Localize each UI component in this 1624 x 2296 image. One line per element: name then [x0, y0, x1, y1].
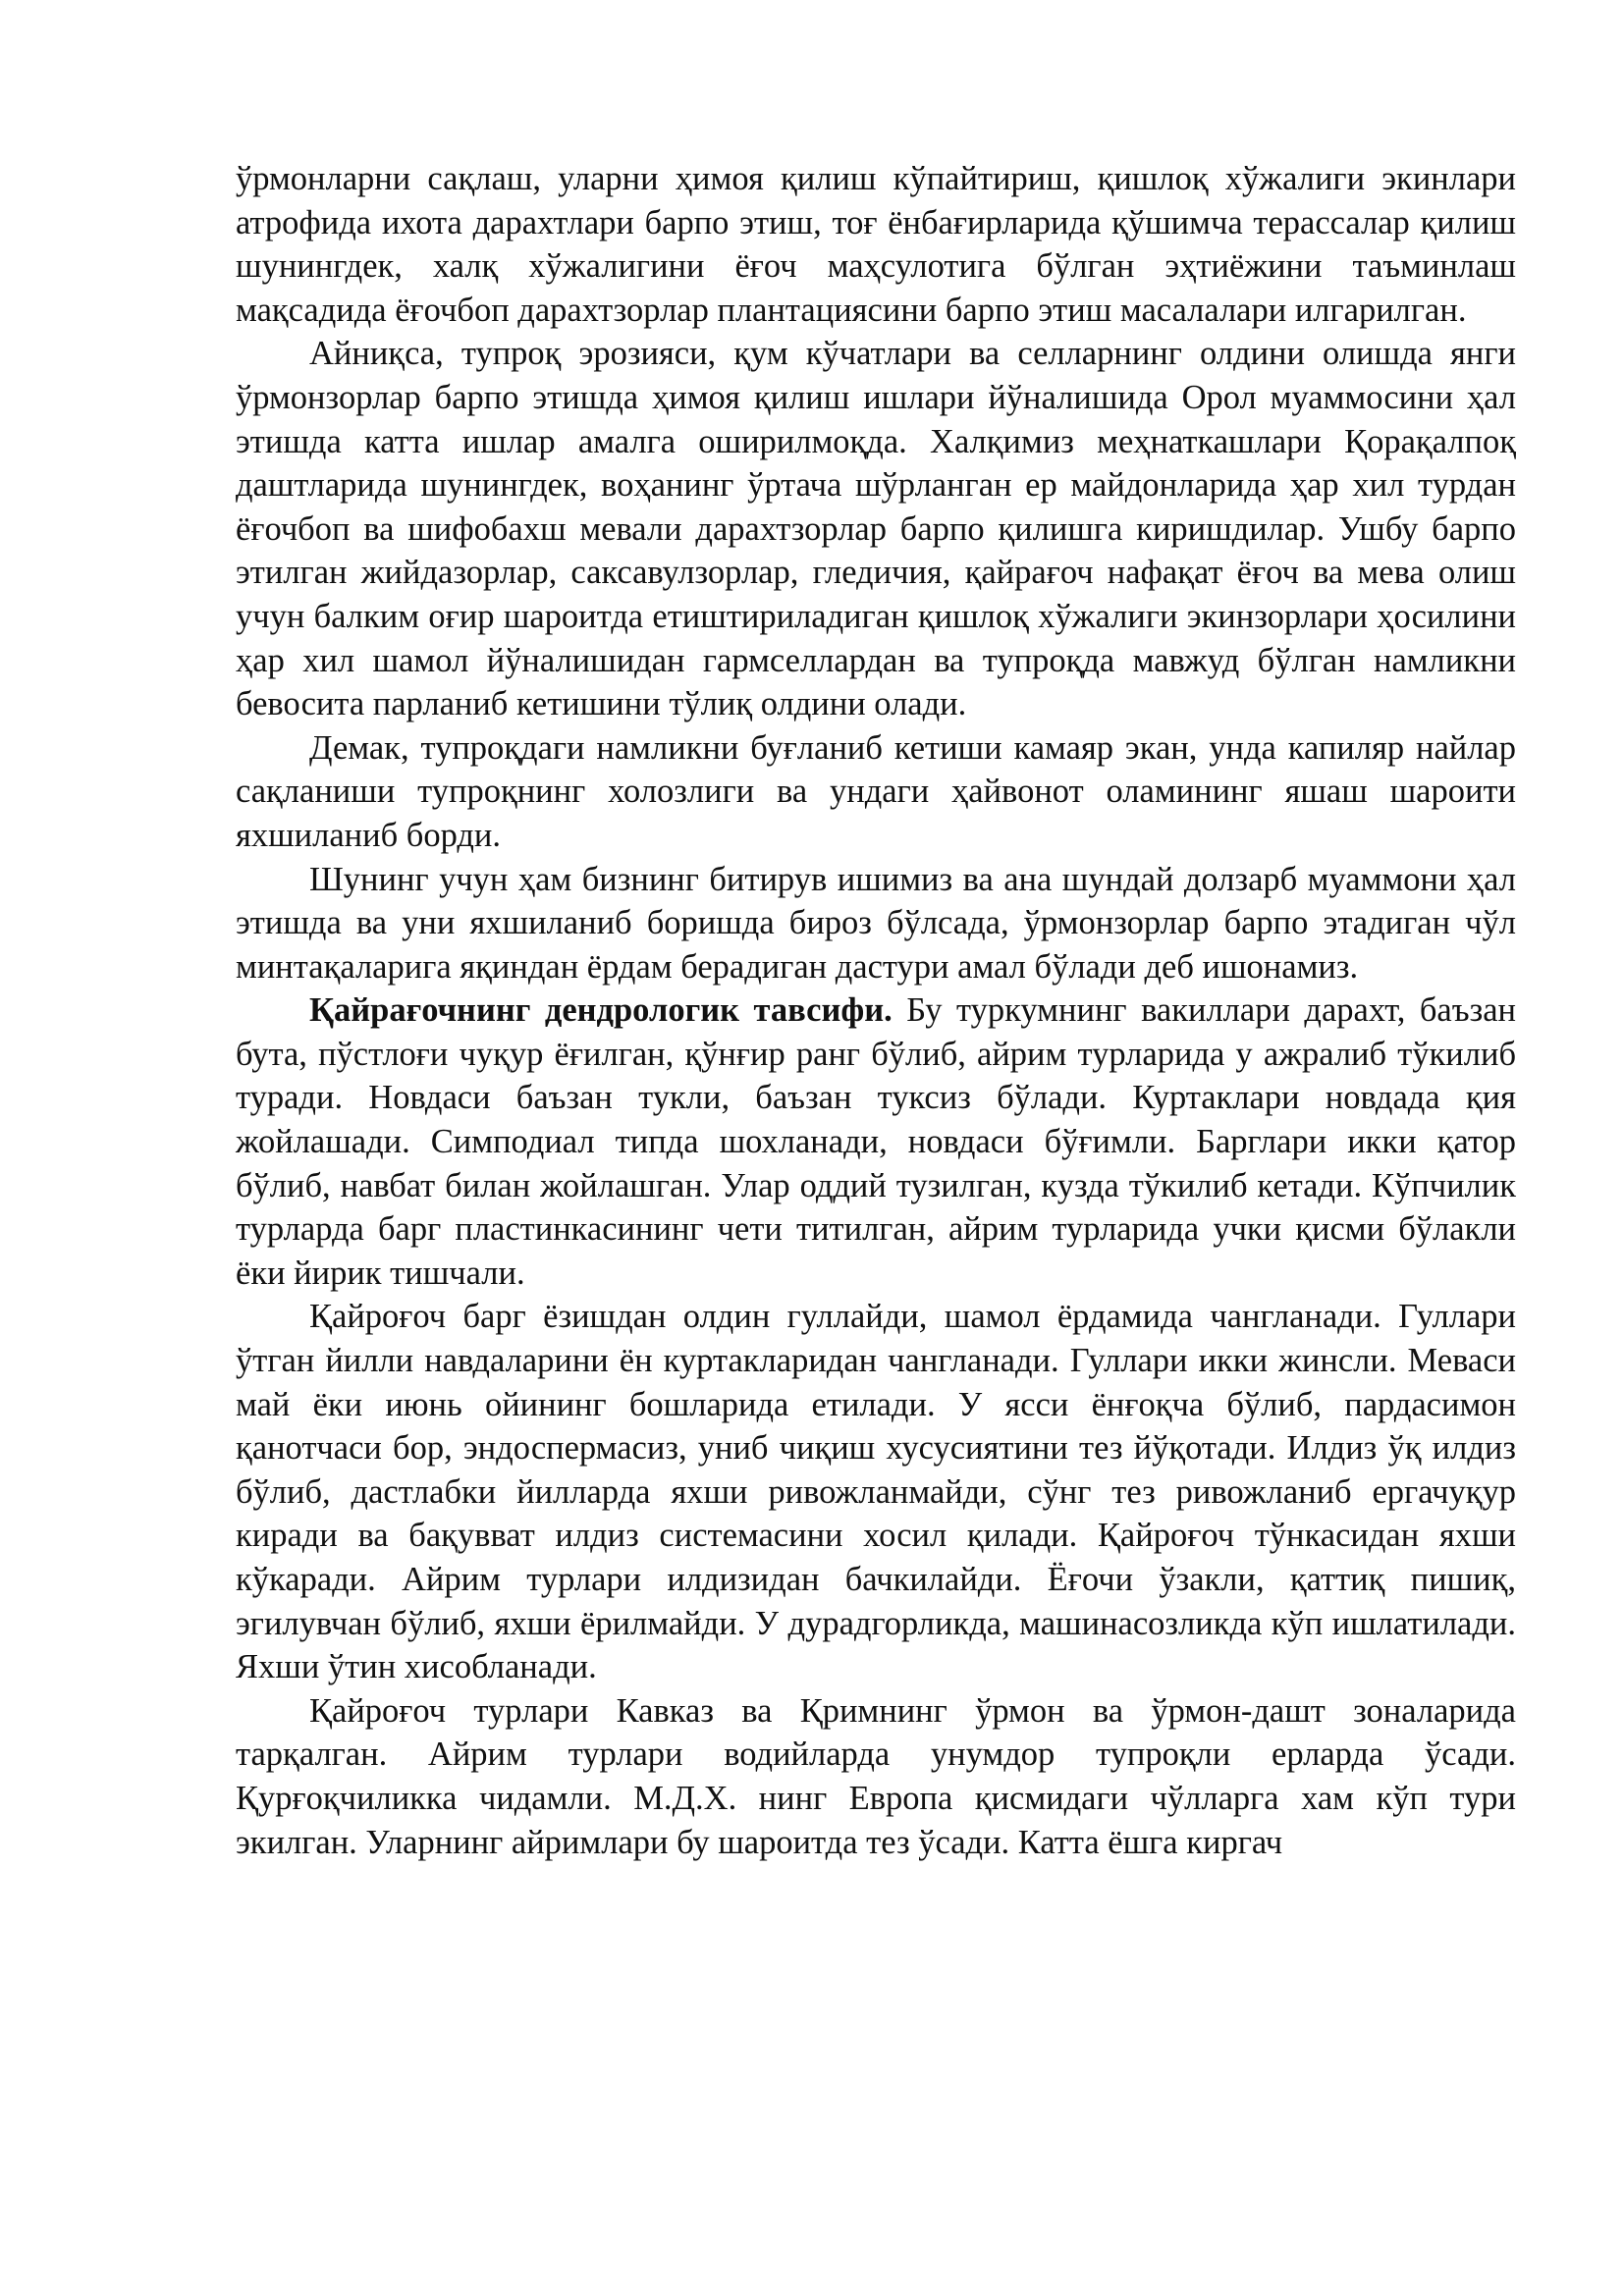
paragraph: [236, 988, 1516, 1295]
paragraph-text: Қайроғоч барг ёзишдан олдин гуллайди, шамол ёрдамида чангланади. Гуллари ўтган йилли навдаларини ён куртакларидан чангланади. Гуллари икки жинсли. Меваси май ёки июнь ойининг бошларида етилади. У ясси ёнғоқча бўлиб, пардасимон қанотчаси бор, эндоспермасиз, униб чиқиш хусусиятини тез йўқотади. Илдиз ўқ илдиз бўлиб, дастлабки йилларда яхши ривожланмайди, сўнг тез ривожланиб ергачуқур киради ва бақувват илдиз системасини хосил қилади. Қайроғоч тўнкасидан яхши кўкаради. Айрим турлари илдизидан бачкилайди. Ёғочи ўзакли, қаттиқ пишиқ, эгилувчан бўлиб, яхши ёрилмайди. У дурадгорликда, машинасозликда кўп ишлатилади. Яхши ўтин хисобланади.: [236, 1298, 1516, 1686]
paragraph: [236, 726, 1516, 858]
paragraph-text: Шунинг учун ҳам бизнинг битирув ишимиз ва ана шундай долзарб муаммони ҳал этишда ва уни яхшиланиб боришда бироз бўлсада, ўрмонзорлар барпо этадиган чўл минтақаларига яқиндан ёрдам берадиган дастури амал бўлади деб ишонамиз.: [236, 860, 1516, 986]
paragraph: [236, 858, 1516, 989]
paragraph: [236, 157, 1516, 332]
paragraph-text: Қайроғоч турлари Кавказ ва Қримнинг ўрмон ва ўрмон-дашт зоналарида тарқалган. Айрим турлари водийларда унумдор тупроқли ерларда ўсади. Қурғоқчиликка чидамли. М.Д.Х. нинг Европа қисмидаги чўлларга хам кўп тури экилган. Уларнинг айримлари бу шароитда тез ўсади. Катта ёшга киргач: [236, 1691, 1516, 1861]
paragraph-text: ўрмонларни сақлаш, уларни ҳимоя қилиш кўпайтириш, қишлоқ хўжалиги экинлари атрофида ихота дарахтлари барпо этиш, тоғ ёнбағирларида қўшимча терассалар қилиш шунингдек, халқ хўжалигини ёғоч маҳсулотига бўлган эҳтиёжини таъминлаш мақсадида ёғочбоп дарахтзорлар плантациясини барпо этиш масалалари илгарилган.: [236, 160, 1516, 329]
document-page: [236, 157, 1516, 1864]
paragraph: [236, 1689, 1516, 1864]
paragraph-text: Айниқса, тупроқ эрозияси, қум кўчатлари ва селларнинг олдини олишда янги ўрмонзорлар барпо этишда ҳимоя қилиш ишлари йўналишида Орол муаммосини ҳал этишда катта ишлар амалга оширилмоқда. Халқимиз меҳнаткашлари Қорақалпоқ даштларида шунингдек, воҳанинг ўртача шўрланган ер майдонларида ҳар хил турдан ёғочбоп ва шифобахш мевали дарахтзорлар барпо қилишга киришдилар. Ушбу барпо этилган жийдазорлар, саксавулзорлар, гледичия, қайрағоч нафақат ёғоч ва мева олиш учун балким оғир шароитда етиштириладиган қишлоқ хўжалиги экинзорлари ҳосилини ҳар хил шамол йўналишидан гармселлардан ва тупроқда мавжуд бўлган намликни бевосита парланиб кетишини тўлиқ олдини олади.: [236, 335, 1516, 723]
paragraph-text: Бу туркумнинг вакиллари дарахт, баъзан бута, пўстлоғи чуқур ёғилган, қўнғир ранг бўлиб, айрим турларида у ажралиб тўкилиб туради. Новдаси баъзан тукли, баъзан туксиз бўлади. Куртаклари новдада қия жойлашади. Симподиал типда шохланади, новдаси бўғимли. Барглари икки қатор бўлиб, навбат билан жойлашган. Улар оддий тузилган, кузда тўкилиб кетади. Кўпчилик турларда барг пластинкасининг чети титилган, айрим турларида учки қисми бўлакли ёки йирик тишчали.: [236, 991, 1516, 1292]
paragraph-text: Демак, тупроқдаги намликни буғланиб кетиши камаяр экан, унда капиляр найлар сақланиши тупроқнинг холозлиги ва ундаги ҳайвонот оламининг яшаш шароити яхшиланиб борди.: [236, 728, 1516, 854]
section-heading: Қайрағочнинг дендрологик тавсифи.: [309, 991, 893, 1030]
paragraph: [236, 332, 1516, 725]
paragraph: [236, 1295, 1516, 1688]
